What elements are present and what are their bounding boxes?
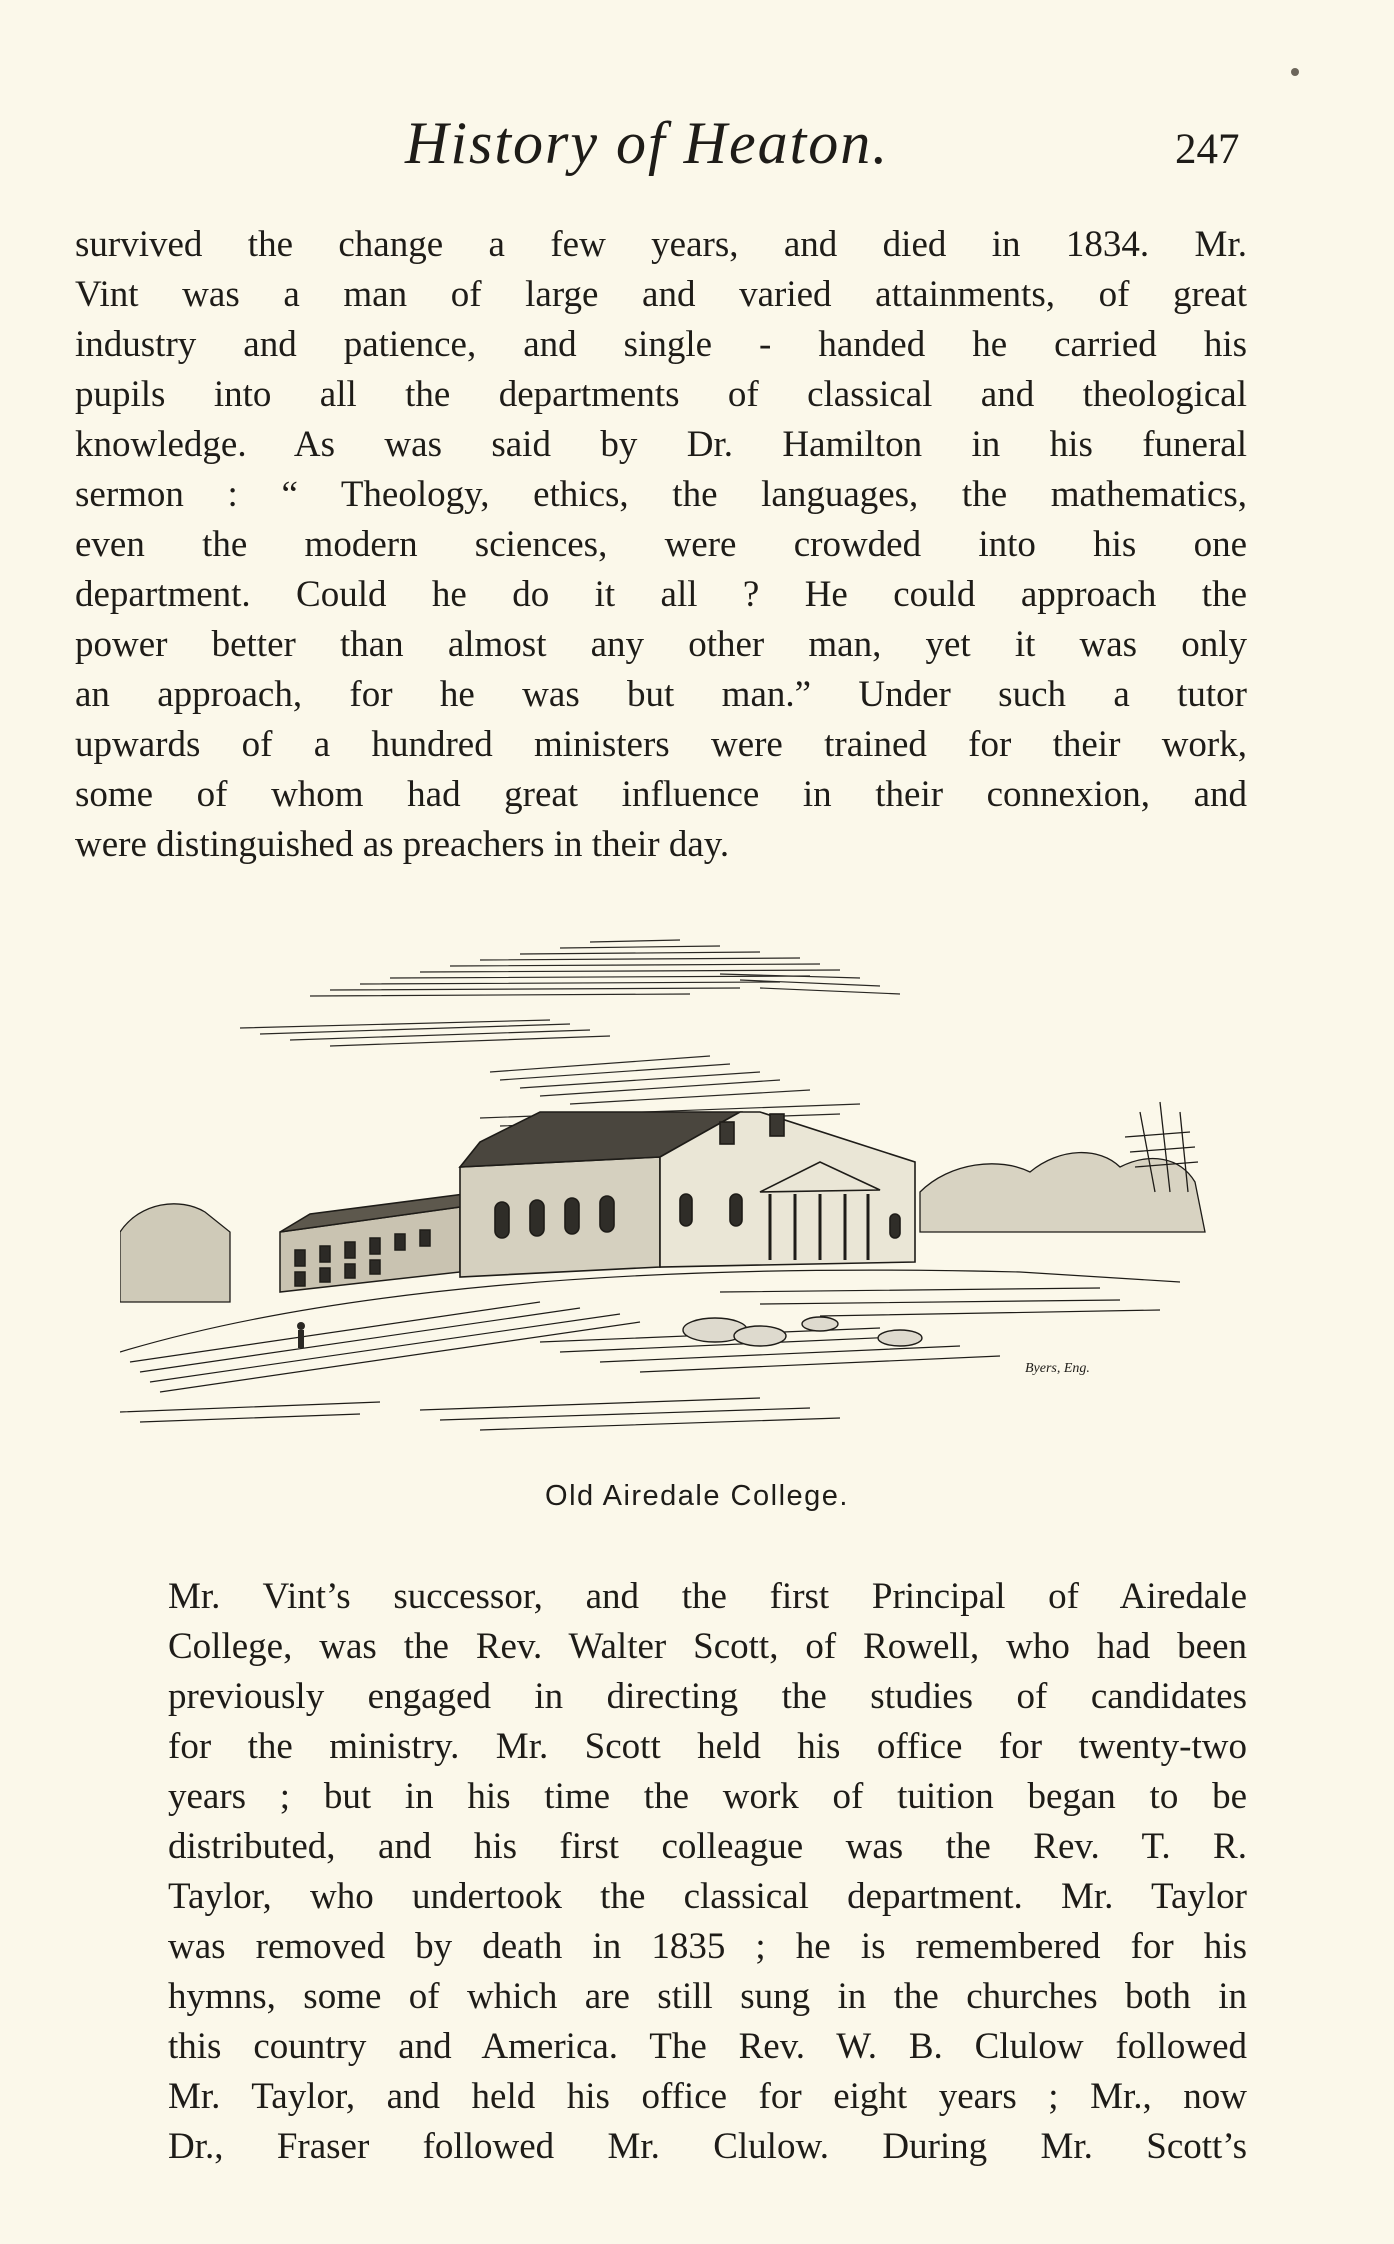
text-line: power better than almost any other man, yet it was only [75, 624, 1247, 665]
text-line: Vint was a man of large and varied attainments, of great [75, 274, 1247, 315]
text-line: hymns, some of which are still sung in the churches both in [168, 1976, 1247, 2017]
text-line: sermon : “ Theology, ethics, the languages, the mathematics, [75, 474, 1247, 515]
paragraph-top [75, 220, 1247, 870]
text-line: Taylor, who undertook the classical department. Mr. Taylor [168, 1876, 1247, 1917]
text-line: this country and America. The Rev. W. B. Clulow followed [168, 2026, 1247, 2067]
text-line: years ; but in his time the work of tuition began to be [168, 1776, 1247, 1817]
main-college-building [460, 1112, 915, 1277]
text-line: survived the change a few years, and died in 1834. Mr. [75, 224, 1247, 265]
engraver-mark: Byers, Eng. [1025, 1361, 1090, 1376]
text-line: for the ministry. Mr. Scott held his office for twenty-two [168, 1726, 1247, 1767]
text-line: knowledge. As was said by Dr. Hamilton in his funeral [75, 424, 1247, 465]
text-line: department. Could he do it all ? He could approach the [75, 574, 1247, 615]
left-wing-building [280, 1192, 480, 1292]
text-line: distributed, and his first colleague was the Rev. T. R. [168, 1826, 1247, 1867]
text-line: even the modern sciences, were crowded into his one [75, 524, 1247, 565]
text-line: Mr. Vint’s successor, and the first Principal of Airedale [168, 1576, 1247, 1617]
text-line: upwards of a hundred ministers were trained for their work, [75, 724, 1247, 765]
sky-hatching [240, 940, 900, 1126]
text-line: industry and patience, and single - handed he carried his [75, 324, 1247, 365]
text-line: pupils into all the departments of classical and theological [75, 374, 1247, 415]
figure-caption: Old Airedale College. [545, 1480, 849, 1512]
figure-person [297, 1322, 305, 1348]
running-title: History of Heaton. [405, 110, 890, 176]
text-line: were distinguished as preachers in their day. [75, 824, 730, 865]
text-line: some of whom had great influence in their connexion, and [75, 774, 1247, 815]
college-engraving [120, 932, 1210, 1457]
text-line: College, was the Rev. Walter Scott, of Rowell, who had been [168, 1626, 1247, 1667]
foreground-field [120, 1270, 1180, 1430]
paper-speck [1291, 68, 1299, 76]
text-line: Mr. Taylor, and held his office for eight years ; Mr., now [168, 2076, 1247, 2117]
text-line: an approach, for he was but man.” Under such a tutor [75, 674, 1247, 715]
text-line: Dr., Fraser followed Mr. Clulow. During Mr. Scott’s [168, 2126, 1247, 2167]
paragraph-bottom [75, 1572, 1247, 2172]
text-line: previously engaged in directing the studies of candidates [168, 1676, 1247, 1717]
text-line: was removed by death in 1835 ; he is remembered for his [168, 1926, 1247, 1967]
page-number: 247 [1175, 126, 1240, 173]
